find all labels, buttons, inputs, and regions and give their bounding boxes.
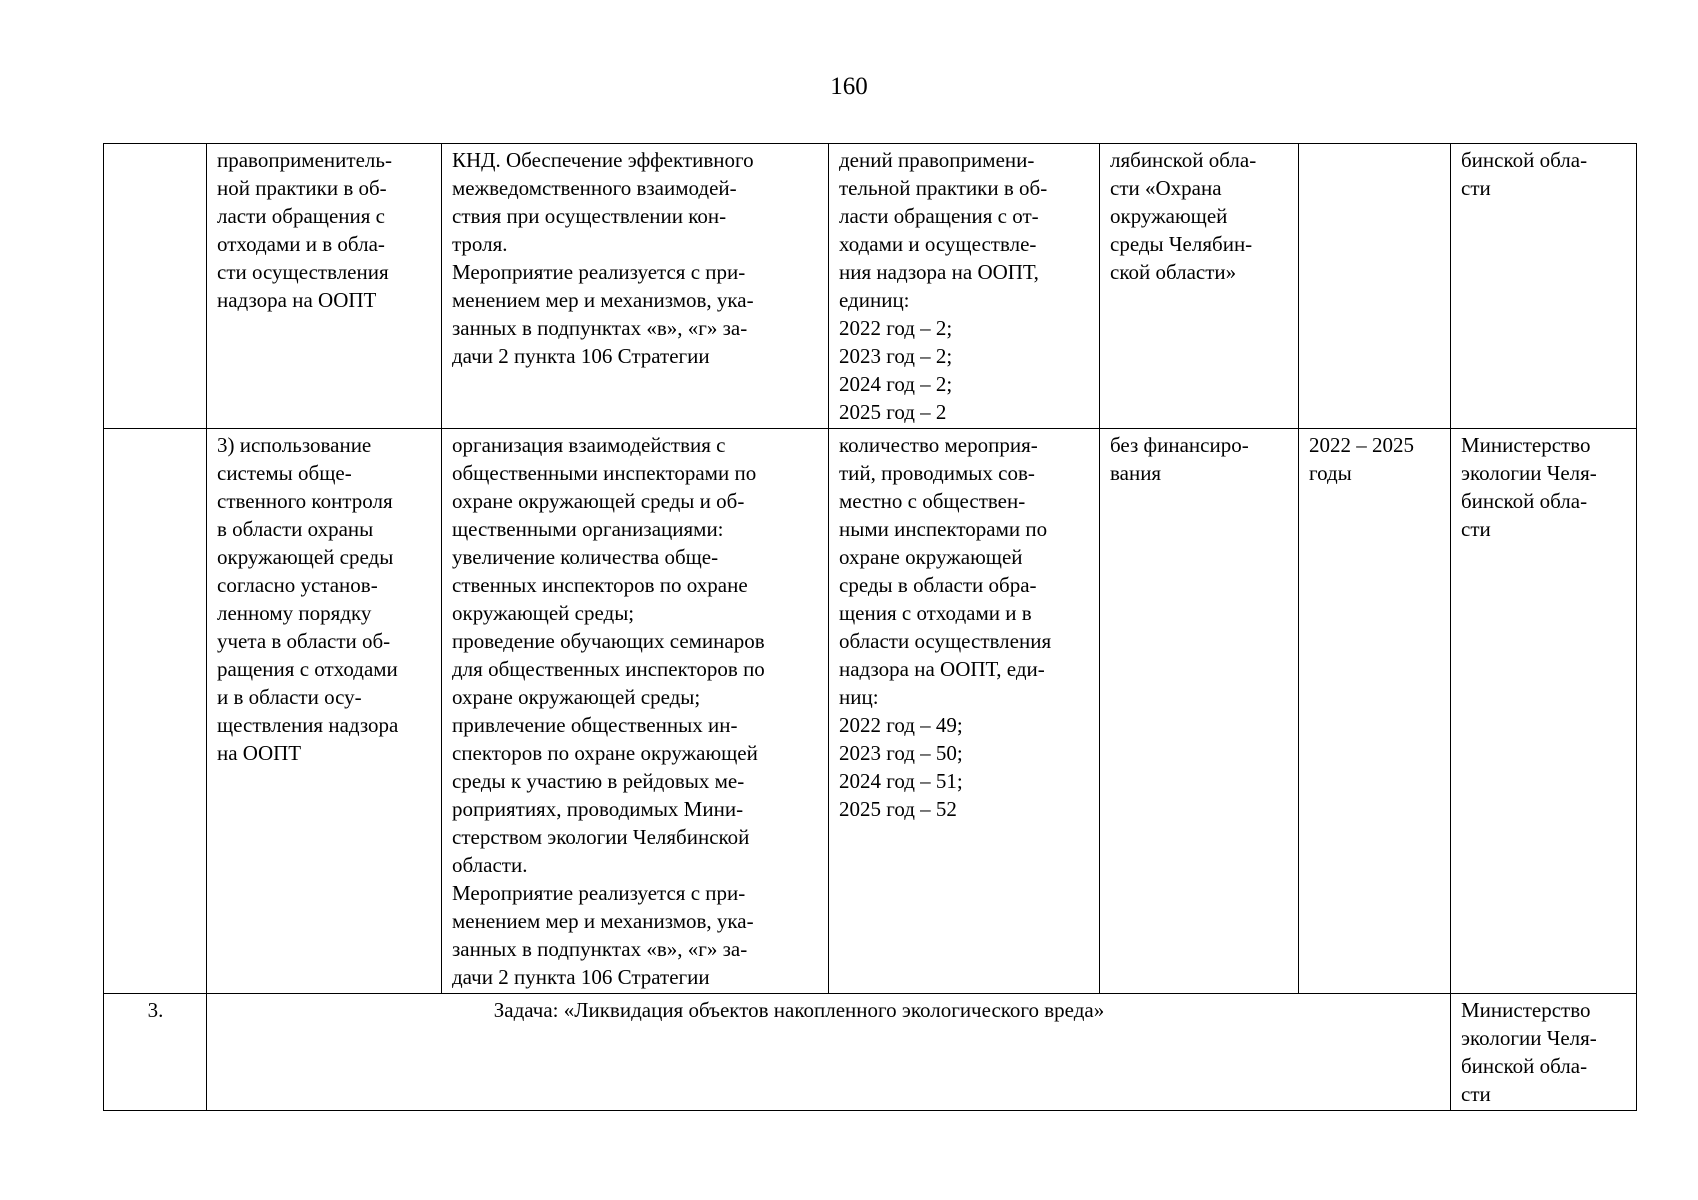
responsible-cell: Министерство экологии Челя- бинской обла- сти	[1451, 429, 1637, 994]
indicator-cell: дений правопримени- тельной практики в об- ласти обращения с от- ходами и осуществле- ния надзора на ООПТ, единиц: 2022 год – 2; 2023 год – 2; 2024 год – 2; 2025 год – 2	[829, 144, 1100, 429]
measure-name-cell: правоприменитель- ной практики в об- ласти обращения с отходами и в обла- сти осуществления надзора на ООПТ	[207, 144, 442, 429]
task-heading-cell	[207, 994, 1451, 1111]
period-cell: 2022 – 2025 годы	[1299, 429, 1451, 994]
measure-name-cell: 3) использование системы обще- ственного контроля в области охраны окружающей среды согласно установ- ленному порядку учета в области об- ращения с отходами и в области осу- ществления надзора на ООПТ	[207, 429, 442, 994]
funding-source-cell: лябинской обла- сти «Охрана окружающей среды Челябин- ской области»	[1100, 144, 1299, 429]
responsible-cell: бинской обла- сти	[1451, 144, 1637, 429]
responsible-cell: Министерство экологии Челя- бинской обла- сти	[1451, 994, 1637, 1111]
funding-source-cell: без финансиро- вания	[1100, 429, 1299, 994]
table-row	[104, 429, 1637, 994]
measure-description-cell: организация взаимодействия с общественными инспекторами по охране окружающей среды и об- щественными организациями: увеличение количества обще- ственных инспекторов по охране окружающей среды; проведение обучающих семинаров для общественных инспекторов по охране окружающей среды; привлечение общественных ин- спекторов по охране окружающей среды к участию в рейдовых ме- роприятиях, проводимых Мини- стерством экологии Челябинской области. Мероприятие реализуется с при- менением мер и механизмов, ука- занных в подпунктах «в», «г» за- дачи 2 пункта 106 Стратегии	[442, 429, 829, 994]
period-cell	[1299, 144, 1451, 429]
row-number-cell: 3.	[104, 994, 207, 1111]
row-number-cell	[104, 144, 207, 429]
measures-table	[103, 143, 1637, 1111]
indicator-cell: количество мероприя- тий, проводимых сов- местно с обществен- ными инспекторами по охране окружающей среды в области обра- щения с отходами и в области осуществления надзора на ООПТ, еди- ниц: 2022 год – 49; 2023 год – 50; 2024 год – 51; 2025 год – 52	[829, 429, 1100, 994]
task-heading: Задача: «Ликвидация объектов накопленного экологического вреда»	[493, 998, 1105, 1022]
measure-description-cell: КНД. Обеспечение эффективного межведомственного взаимодей- ствия при осуществлении кон- троля. Мероприятие реализуется с при- менением мер и механизмов, ука- занных в подпунктах «в», «г» за- дачи 2 пункта 106 Стратегии	[442, 144, 829, 429]
table-row	[104, 144, 1637, 429]
row-number-cell	[104, 429, 207, 994]
table-row-task	[104, 994, 1637, 1111]
page-number: 160	[830, 73, 868, 100]
